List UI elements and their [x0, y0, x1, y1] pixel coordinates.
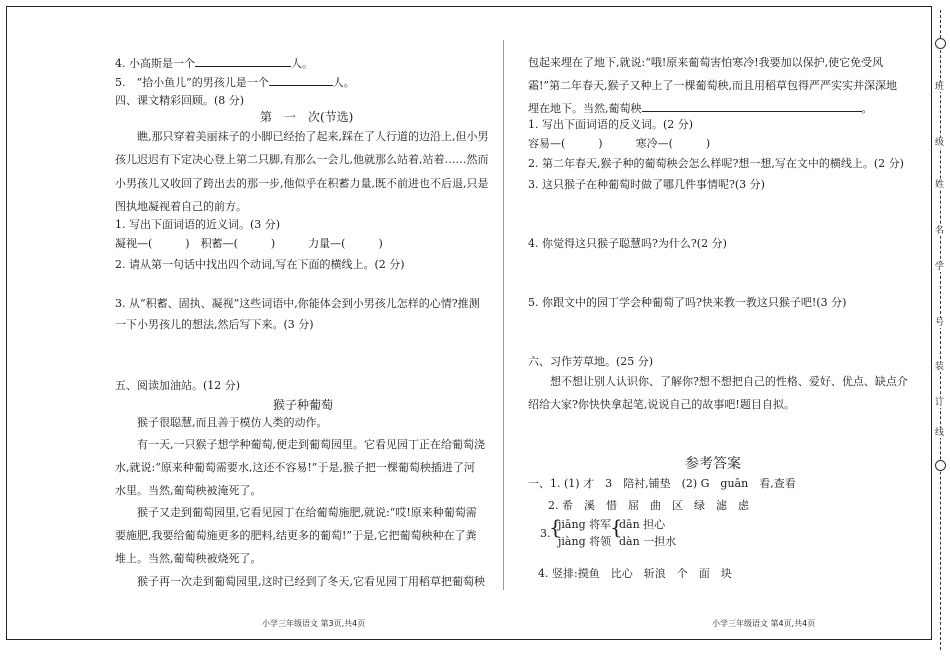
question-2: 2. 第二年春天,猴子种的葡萄秧会怎么样呢?想一想,写在文中的横线上。(2 分) — [528, 157, 904, 170]
story-line: 水,就说:“原来种葡萄需要水,这还不容易!”于是,猴子把一棵葡萄秧插进了河 — [115, 461, 475, 474]
story-line: 要施肥,我要给葡萄施更多的肥料,结更多的葡萄!”于是,它把葡萄秧种在了粪 — [115, 529, 477, 542]
answer-blank[interactable] — [195, 56, 291, 67]
passage-line: 小男孩儿又收回了跨出去的那一步,他似乎在积蓄力量,既不前进也不后退,只是 — [115, 177, 489, 190]
subquestion-3: 3. 从“积蓄、固执、凝视”这些词语中,你能体会到小男孩儿怎样的心情?推测 — [115, 297, 480, 310]
question-1: 1. 写出下面词语的反义词。(2 分) — [528, 118, 694, 131]
passage-line: 孩儿迟迟有下定决心登上第二只脚,有那么一会儿,他就那么站着,站着……然而 — [115, 153, 489, 166]
story-continued-line: 霜!”第二年春天,猴子又种上了一棵葡萄秧,而且用稻草包得严严实实并深深地 — [528, 79, 898, 92]
binding-label: 装 — [935, 362, 945, 372]
subquestion-2: 2. 请从第一句话中找出四个动词,写在下面的横线上。(2 分) — [115, 258, 405, 271]
binding-label: 订 — [935, 398, 945, 408]
writing-prompt-line: 想不想让别人认识你、了解你?想不想把自己的性格、爱好、优点、缺点介 — [528, 375, 908, 388]
story-end-mark: 。 — [861, 102, 873, 115]
story-end-text: 埋在地下。当然,葡萄秧 — [528, 102, 642, 115]
binding-label: 号 — [935, 318, 945, 328]
binding-margin — [932, 0, 950, 657]
pinyin-answer: jiāng 将军 — [558, 518, 612, 531]
binding-label: 级 — [935, 138, 945, 148]
answer-3-number: 3. — [540, 527, 551, 540]
story-continued-line — [528, 101, 873, 116]
passage-line: 图执地凝视着自己的前方。 — [115, 200, 247, 213]
answer-line: 2. 希 溪 惜 屈 曲 区 绿 滤 虑 — [548, 499, 749, 512]
question-3: 3. 这只猴子在种葡萄时做了哪几件事情呢?(3 分) — [528, 178, 765, 191]
question-5-text: 5. “拾小鱼儿”的男孩儿是一个 — [115, 76, 269, 89]
synonym-blanks[interactable]: 凝视—( ) 积蓄—( ) 力量—( ) — [115, 237, 383, 250]
binding-hole-top — [935, 38, 946, 49]
binding-label: 班 — [935, 82, 945, 92]
passage-title: 第 一 次(节选) — [260, 110, 354, 124]
right-brace: { — [610, 515, 623, 539]
section-4-heading: 四、课文精彩回顾。(8 分) — [115, 94, 245, 107]
section-5-heading: 五、阅读加油站。(12 分) — [115, 379, 241, 392]
pinyin-answer: dān 担心 — [619, 518, 666, 531]
question-5 — [115, 75, 355, 90]
left-page-footer: 小学三年级语文 第3页,共4页 — [262, 619, 366, 628]
answer-line: 4. 竖排:摸鱼 比心 斩浪 个 面 块 — [538, 567, 732, 580]
binding-label: 学 — [935, 262, 945, 272]
story-line: 猴子再一次走到葡萄园里,这时已经到了冬天,它看见园丁用稻草把葡萄秧 — [115, 575, 485, 588]
pinyin-answer: jiàng 将领 — [558, 535, 612, 548]
story-line: 猴子很聪慧,而且善于模仿人类的动作。 — [115, 416, 328, 429]
story-line: 堆上。当然,葡萄秧被烧死了。 — [115, 552, 262, 565]
binding-label: 姓 — [935, 180, 945, 190]
story-line: 有一天,一只猴子想学种葡萄,便走到葡萄园里。它看见园丁正在给葡萄浇 — [115, 438, 485, 451]
question-4: 4. 你觉得这只猴子聪慧吗?为什么?(2 分) — [528, 237, 727, 250]
column-divider — [503, 40, 504, 590]
story-line: 水里。当然,葡萄秧被淹死了。 — [115, 484, 262, 497]
answers-title: 参考答案 — [685, 456, 741, 472]
antonym-blanks[interactable]: 容易—( ) 寒冷—( ) — [528, 137, 711, 150]
binding-label: 线 — [935, 428, 945, 438]
passage-line: 瞧,那只穿着美丽袜子的小脚已经抬了起来,踩在了人行道的边沿上,但小男 — [115, 130, 489, 143]
left-border — [6, 6, 7, 640]
question-4 — [115, 56, 313, 71]
left-brace: { — [549, 515, 562, 539]
question-4-text: 4. 小高斯是一个 — [115, 57, 195, 70]
answer-blank[interactable] — [269, 75, 333, 86]
bottom-border — [6, 639, 932, 640]
story-line: 猴子又走到葡萄园里,它看见园丁在给葡萄施肥,就说:“哎!原来种葡萄需 — [115, 506, 477, 519]
top-border — [6, 6, 932, 7]
question-5-end: 人。 — [332, 76, 355, 89]
binding-hole-bottom — [935, 460, 946, 471]
right-page-footer: 小学三年级语文 第4页,共4页 — [712, 619, 816, 628]
question-4-end: 人。 — [291, 57, 313, 70]
answer-line: 一、1. (1) 才 3 陪衬,铺垫 (2) G guān 看,查看 — [528, 477, 796, 490]
section-6-heading: 六、习作芳草地。(25 分) — [528, 355, 654, 368]
binding-line — [940, 10, 941, 650]
story-title: 猴子种葡萄 — [273, 398, 334, 412]
writing-prompt-line: 绍给大家?你快快拿起笔,说说自己的故事吧!题目自拟。 — [528, 398, 795, 411]
subquestion-1: 1. 写出下面词语的近义词。(3 分) — [115, 218, 281, 231]
answer-blank[interactable] — [642, 101, 862, 112]
question-5: 5. 你跟文中的园丁学会种葡萄了吗?快来教一教这只猴子吧!(3 分) — [528, 296, 847, 309]
pinyin-answer: dàn 一担水 — [619, 535, 677, 548]
story-continued-line: 包起来埋在了地下,就说:“哦!原来葡萄害怕寒冷!我要加以保护,使它免受风 — [528, 56, 884, 69]
binding-label: 名 — [935, 226, 945, 236]
subquestion-3-cont: 一下小男孩儿的想法,然后写下来。(3 分) — [115, 318, 314, 331]
